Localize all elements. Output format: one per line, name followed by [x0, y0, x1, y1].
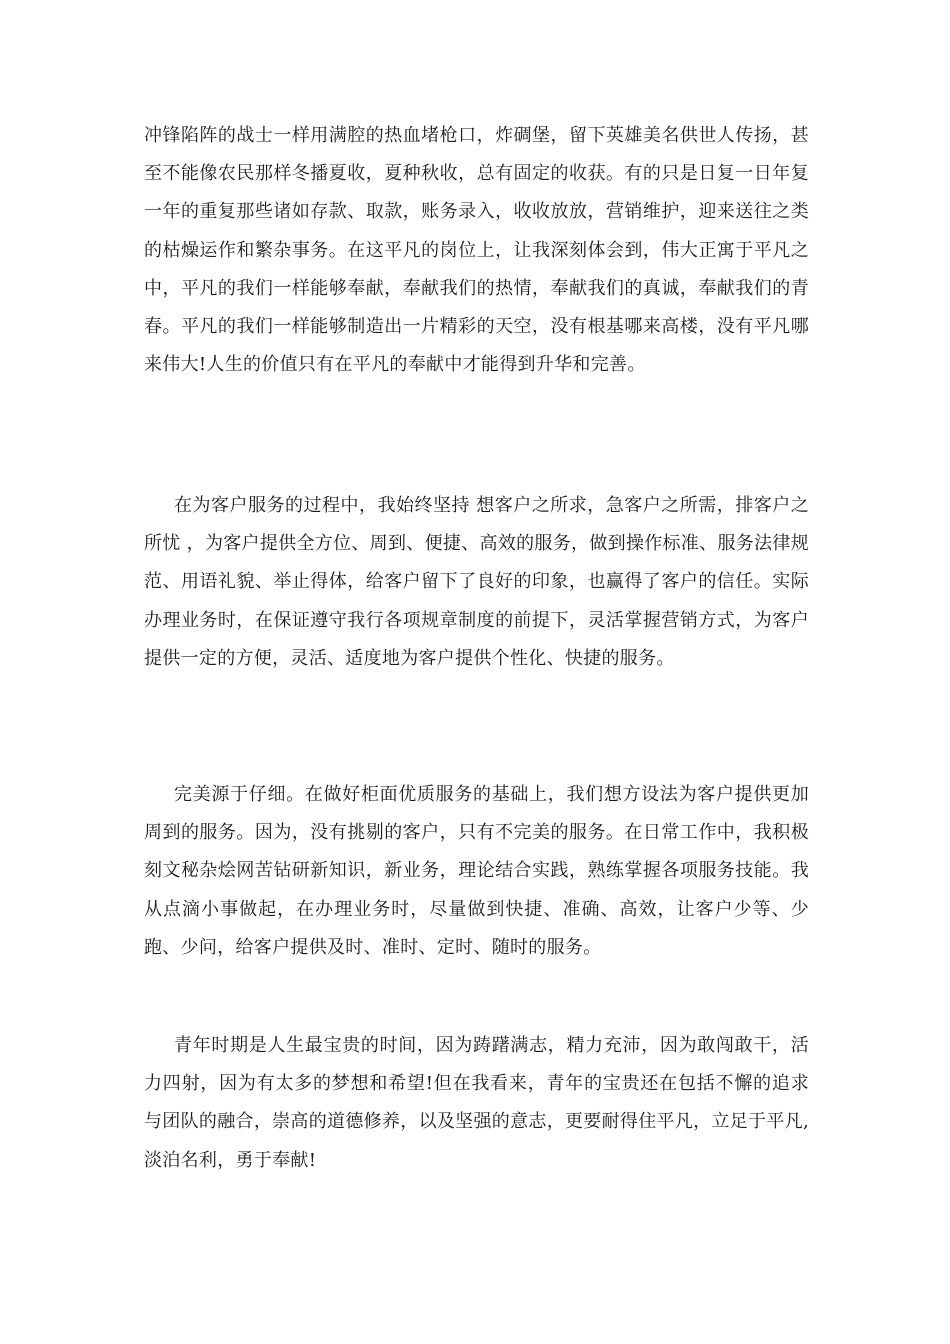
paragraph-1: 冲锋陷阵的战士一样用满腔的热血堵枪口，炸碉堡，留下英雄美名供世人传扬，甚至不能像农民那样冬播夏收，夏种秋收，总有固定的收获。有的只是日复一日年复一年的重复那些诸如存款、取款，账务录入，收收放放，营销维护，迎来送往之类的枯燥运作和繁杂事务。在这平凡的岗位上，让我深刻体会到，伟大正寓于平凡之中，平凡的我们一样能够奉献，奉献我们的热情，奉献我们的真诚，奉献我们的青春。平凡的我们一样能够制造出一片精彩的天空，没有根基哪来高楼，没有平凡哪来伟大!人生的价值只有在平凡的奉献中才能得到升华和完善。 — [144, 125, 809, 376]
paragraph-2: 在为客户服务的过程中，我始终坚持 想客户之所求，急客户之所需，排客户之所忧 ，为客户提供全方位、周到、便捷、高效的服务，做到操作标准、服务法律规范、用语礼貌、举止得体，给客户留下了良好的印象，也赢得了客户的信任。实际办理业务时，在保证遵守我行各项规章制度的前提下，灵活掌握营销方式，为客户提供一定的方便，灵活、适度地为客户提供个性化、快捷的服务。 — [144, 495, 809, 669]
paragraph-4: 青年时期是人生最宝贵的时间，因为踌躇满志，精力充沛，因为敢闯敢干，活力四射，因为有太多的梦想和希望!但在我看来，青年的宝贵还在包括不懈的追求与团队的融合，崇高的道德修养，以及坚强的意志，更要耐得住平凡，立足于平凡,淡泊名利，勇于奉献! — [144, 1035, 809, 1171]
paragraph-3: 完美源于仔细。在做好柜面优质服务的基础上，我们想方设法为客户提供更加周到的服务。因为，没有挑剔的客户，只有不完美的服务。在日常工作中，我积极刻文秘杂烩网苦钻研新知识，新业务，理论结合实践，熟练掌握各项服务技能。我从点滴小事做起，在办理业务时，尽量做到快捷、准确、高效，让客户少等、少跑、少问，给客户提供及时、准时、定时、随时的服务。 — [144, 784, 809, 958]
